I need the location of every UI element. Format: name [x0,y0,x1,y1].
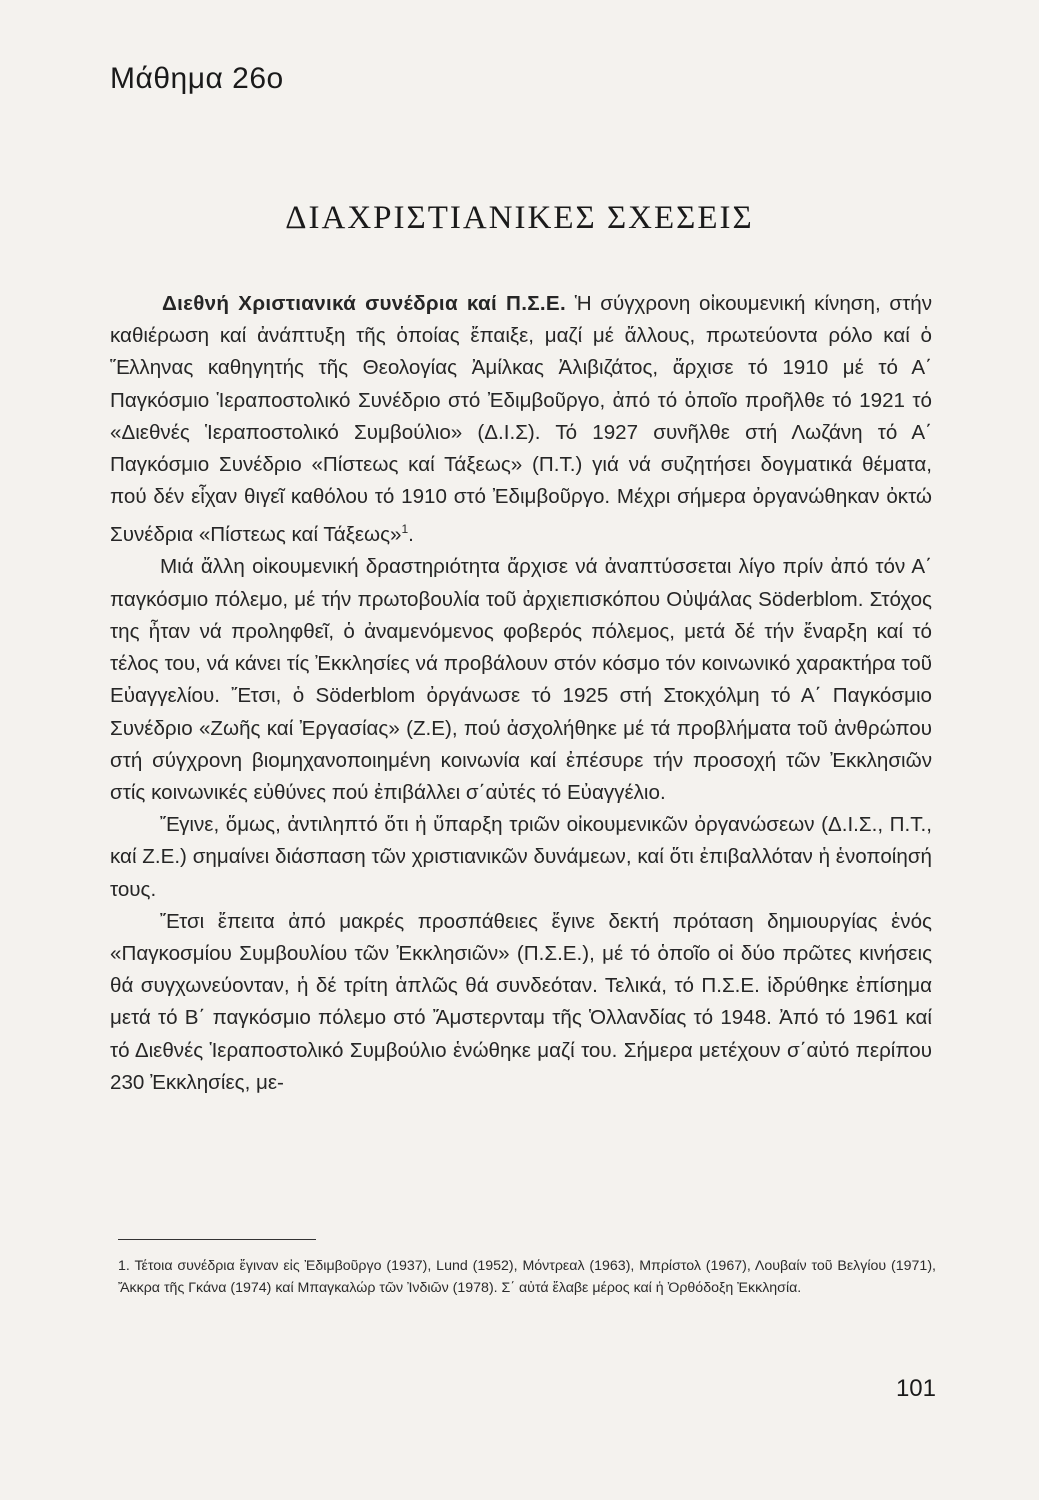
paragraph-4: Ἔτσι ἔπειτα ἀπό μακρές προσπάθειες ἔγινε δεκτή πρόταση δημιουργίας ἑνός «Παγκοσμίου Συμβουλίου τῶν Ἐκκλησιῶν» (Π.Σ.Ε.), μέ τό ὁποῖο οἱ δύο πρῶτες κινήσεις θά συγχωνεύονταν, ἡ δέ τρίτη ἁπλῶς θά συνδεόταν. Τελικά, τό Π.Σ.Ε. ἱδρύθηκε ἐπίσημα μετά τό Β΄ παγκόσμιο πόλεμο στό Ἄμστερνταμ τῆς Ὁλλανδίας τό 1948. Ἀπό τό 1961 καί τό Διεθνές Ἱεραποστολικό Συμβούλιο ἑνώθηκε μαζί του. Σήμερα μετέχουν σ΄αὐτό περίπου 230 Ἐκκλησίες, με- [110,909,932,1094]
paragraph-lead-heading: Διεθνή Χριστιανικά συνέδρια καί Π.Σ.Ε. [162,292,566,315]
paragraph-2: Μιά ἄλλη οἰκουμενική δραστηριότητα ἄρχισε νά ἀναπτύσσεται λίγο πρίν ἀπό τόν Α΄ παγκόσμιο πόλεμο, μέ τήν πρωτοβουλία τοῦ ἀρχιεπισκόπου Οὐψάλας Söderblom. Στόχος της ἦταν νά προληφθεῖ, ὁ ἀναμενόμενος φοβερός πόλεμος, μετά δέ τήν ἔναρξη καί τό τέλος του, νά κάνει τίς Ἐκκλησίες νά προβάλουν στόν κόσμο τόν κοινωνικό χαρακτήρα τοῦ Εὐαγγελίου. Ἔτσι, ὁ Söderblom ὀργάνωσε τό 1925 στή Στοκχόλμη τό Α΄ Παγκόσμιο Συνέδριο «Ζωῆς καί Ἐργασίας» (Ζ.Ε), πού ἀσχολήθηκε μέ τά προβλήματα τοῦ ἀνθρώπου στή σύγχρονη βιομηχανοποιημένη κοινωνία καί ἐπέσυρε τήν προσοχή τῶν Ἐκκλησιῶν στίς κοινωνικές εὐθύνες πού ἐπιβάλλει σ΄αὐτές τό Εὐαγγέλιο. [110,555,932,804]
body-text [110,288,932,1099]
page-number: 101 [895,1375,936,1402]
footnote-1: 1. Τέτοια συνέδρια ἔγιναν εἰς Ἐδιμβοῦργο (1937), Lund (1952), Μόντρεαλ (1963), Μπρίστολ (1967), Λουβαίν τοῦ Βελγίου (1971), Ἄκκρα τῆς Γκάνα (1974) καί Μπαγκαλώρ τῶν Ἰνδιῶν (1978). Σ΄ αὐτά ἔλαβε μέρος καί ἡ Ὀρθόδοξη Ἐκκλησία. [118,1258,936,1296]
paragraph-3: Ἔγινε, ὅμως, ἀντιληπτό ὅτι ἡ ὕπαρξη τριῶν οἰκουμενικῶν ὀργανώσεων (Δ.Ι.Σ., Π.Τ., καί Ζ.Ε.) σημαίνει διάσπαση τῶν χριστιανικῶν δυνάμεων, καί ὅτι ἐπιβαλλόταν ἡ ἑνοποίησή τους. [110,813,932,901]
footnotes [118,1255,936,1299]
paragraph-1 [110,288,932,551]
footnote-divider [118,1239,316,1240]
lesson-heading: Μάθημα 26ο [110,62,284,95]
paragraph-1-end: . [408,523,414,547]
chapter-title: ΔΙΑΧΡΙΣΤΙΑΝΙΚΕΣ ΣΧΕΣΕΙΣ [285,200,754,236]
footnote-reference: 1 [401,522,409,537]
paragraph-1-text: Ἡ σύγχρονη οἰκουμενική κίνηση, στήν καθιέρωση καί ἀνάπτυξη τῆς ὁποίας ἔπαιξε, μαζί μέ ἄλλους, πρωτεύοντα ρόλο καί ὁ Ἕλληνας καθηγητής τῆς Θεολογίας Ἀμίλκας Ἀλιβιζάτος, ἄρχισε τό 1910 μέ τό Α΄ Παγκόσμιο Ἱεραποστολικό Συνέδριο στό Ἐδιμβοῦργο, ἀπό τό ὁποῖο προῆλθε τό 1921 τό «Διεθνές Ἱεραποστολικό Συμβούλιο» (Δ.Ι.Σ). Τό 1927 συνῆλθε στή Λωζάνη τό Α΄ Παγκόσμιο Συνέδριο «Πίστεως καί Τάξεως» (Π.Τ.) γιά νά συζητήσει δογματικά θέματα, πού δέν εἶχαν θιγεῖ καθόλου τό 1910 στό Ἐδιμβοῦργο. Μέχρι σήμερα ὀργανώθηκαν ὀκτώ Συνέδρια «Πίστεως καί Τάξεως» [110,292,932,547]
